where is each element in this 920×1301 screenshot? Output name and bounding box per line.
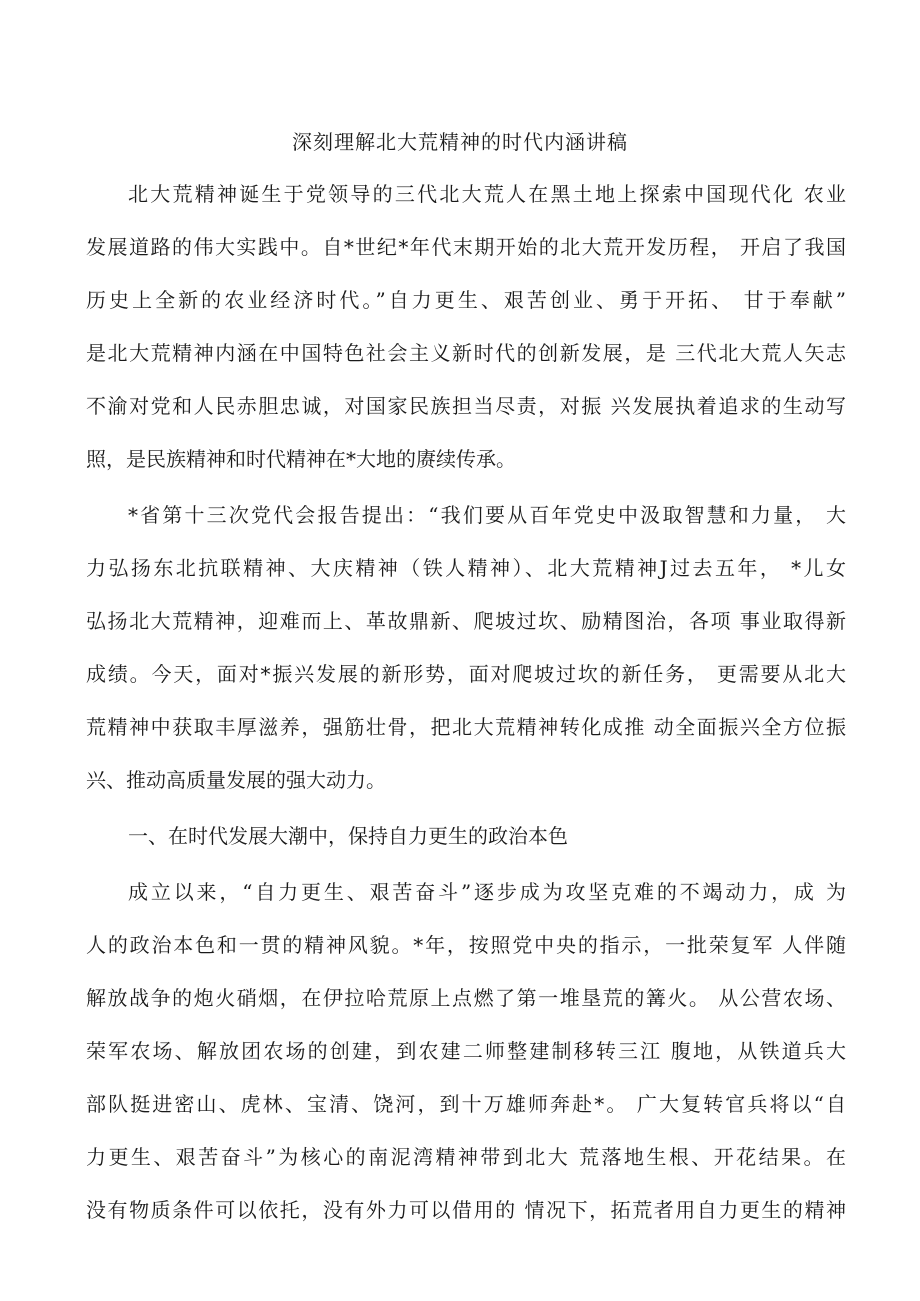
paragraph-line: 北大荒精神诞生于党领导的三代北大荒人在黑土地上探索中国现代化 农业 xyxy=(128,182,846,206)
paragraph-line: 照，是民族精神和时代精神在*大地的赓续传承。 xyxy=(86,447,516,471)
paragraph-line: 是北大荒精神内涵在中国特色社会主义新时代的创新发展，是 三代北大荒人矢志 xyxy=(86,341,846,365)
paragraph-line: 不渝对党和人民赤胆忠诚，对国家民族担当尽责，对振 兴发展执着追求的生动写 xyxy=(86,394,846,418)
paragraph-line: *省第十三次党代会报告提出：“我们要从百年党史中汲取智慧和力量， 大 xyxy=(128,503,846,527)
paragraph-line: 弘扬北大荒精神，迎难而上、革故鼎新、爬坡过坎、励精图治，各项 事业取得新 xyxy=(86,609,846,633)
document-title: 深刻理解北大荒精神的时代内涵讲稿 xyxy=(292,130,628,154)
paragraph-line: 人的政治本色和一贯的精神风貌。*年，按照党中央的指示，一批荣复军 人伴随 xyxy=(86,933,846,957)
paragraph-line: 荒精神中获取丰厚滋养，强筋壮骨，把北大荒精神转化成推 动全面振兴全方位振 xyxy=(86,715,846,739)
paragraph-line: 力弘扬东北抗联精神、大庆精神（铁人精神）、北大荒精神J过去五年， *儿女 xyxy=(86,556,846,580)
paragraph-line: 解放战争的炮火硝烟，在伊拉哈荒原上点燃了第一堆垦荒的篝火。 从公营农场、 xyxy=(86,986,846,1010)
paragraph-line: 历史上全新的农业经济时代。”自力更生、艰苦创业、勇于开拓、 甘于奉献” xyxy=(86,288,846,312)
paragraph-line: 力更生、艰苦奋斗”为核心的南泥湾精神带到北大 荒落地生根、开花结果。在 xyxy=(86,1145,846,1169)
paragraph-line: 成绩。今天，面对*振兴发展的新形势，面对爬坡过坎的新任务， 更需要从北大 xyxy=(86,662,846,686)
paragraph-line: 成立以来，“自力更生、艰苦奋斗”逐步成为攻坚克难的不竭动力，成 为 xyxy=(128,880,846,904)
paragraph-line: 发展道路的伟大实践中。自*世纪*年代末期开始的北大荒开发历程， 开启了我国 xyxy=(86,235,846,259)
paragraph-line: 部队挺进密山、虎林、宝清、饶河，到十万雄师奔赴*。 广大复转官兵将以“自 xyxy=(86,1092,846,1116)
section-heading: 一、在时代发展大潮中，保持自力更生的政治本色 xyxy=(128,824,568,848)
paragraph-line: 荣军农场、解放团农场的创建，到农建二师整建制移转三江 腹地，从铁道兵大 xyxy=(86,1039,846,1063)
paragraph-line: 兴、推动高质量发展的强大动力。 xyxy=(86,768,386,792)
paragraph-line: 没有物质条件可以依托，没有外力可以借用的 情况下，拓荒者用自力更生的精神 xyxy=(86,1198,846,1222)
